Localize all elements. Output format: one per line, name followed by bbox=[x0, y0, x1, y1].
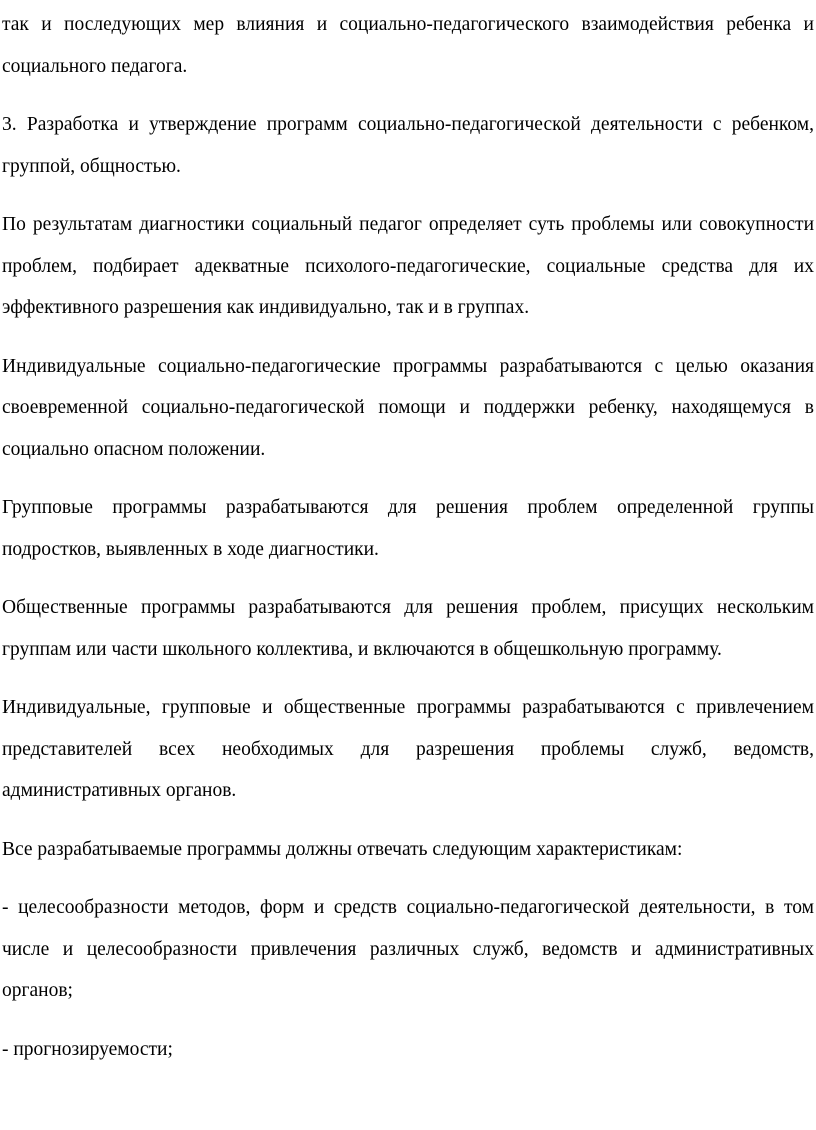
list-item-expediency: - целесообразности методов, форм и средств социально-педагогической деятельности, в том числе и целесообразности привлечения различных служб, ведомств и административных органов; bbox=[2, 897, 814, 1001]
paragraph-item-3: 3. Разработка и утверждение программ социально-педагогической деятельности с ребенком, группой, общностью. bbox=[2, 114, 814, 177]
paragraph-characteristics-intro: Все разрабатываемые программы должны отвечать следующим характеристикам: bbox=[2, 838, 683, 860]
paragraph-individual-programs: Индивидуальные социально-педагогические программы разрабатываются с целью оказания своевременной социально-педагогической помощи и поддержки ребенку, находящемуся в социально опасном положении. bbox=[2, 355, 814, 460]
paragraph-public-programs: Общественные программы разрабатываются для решения проблем, присущих нескольким группам или части школьного коллектива, и включаются в общешкольную программу. bbox=[2, 597, 814, 660]
paragraph-continuation: так и последующих мер влияния и социально-педагогического взаимодействия ребенка и социального педагога. bbox=[2, 14, 814, 77]
paragraph-diagnostics: По результатам диагностики социальный педагог определяет суть проблемы или совокупности проблем, подбирает адекватные психолого-педагогические, социальные средства для их эффективного разрешения как индивидуально, так и в группах. bbox=[2, 214, 814, 318]
list-item-predictability: - прогнозируемости; bbox=[2, 1038, 173, 1060]
paragraph-group-programs: Групповые программы разрабатываются для решения проблем определенной группы подростков, выявленных в ходе диагностики. bbox=[2, 497, 814, 560]
paragraph-program-involvement: Индивидуальные, групповые и общественные программы разрабатываются с привлечением представителей всех необходимых для разрешения проблемы служб, ведомств, административных органов. bbox=[2, 697, 814, 801]
